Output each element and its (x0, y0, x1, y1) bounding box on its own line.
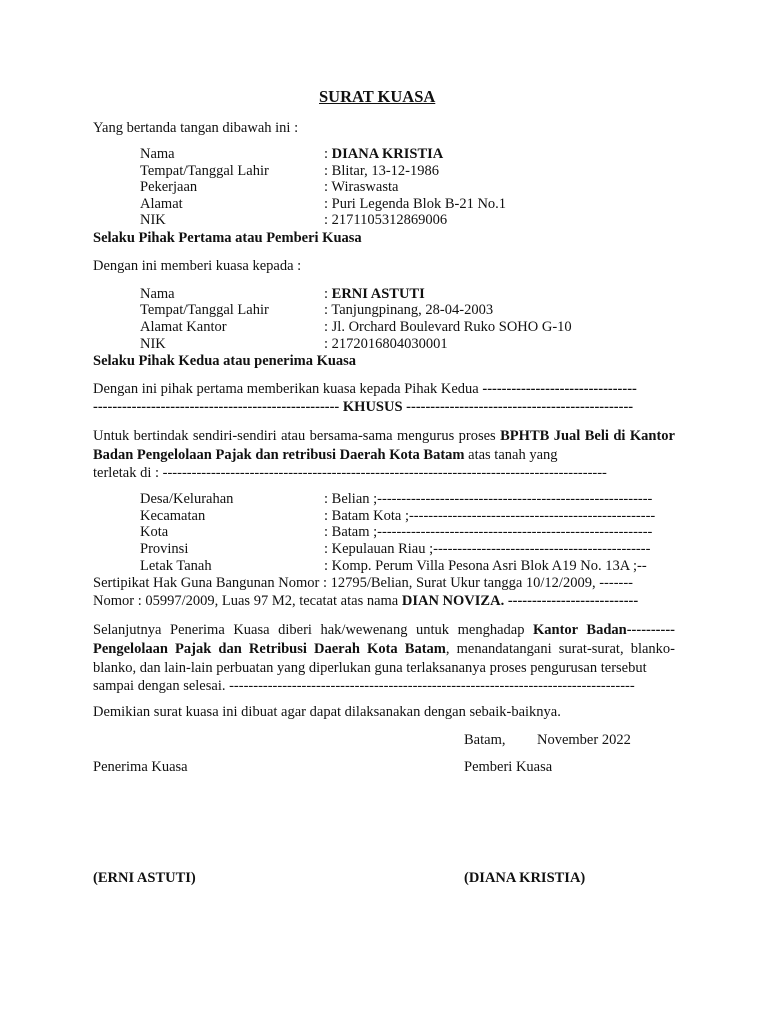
field-label: Nama (140, 146, 175, 162)
name-value: DIANA KRISTIA (331, 146, 444, 162)
field-label: Tempat/Tanggal Lahir (140, 163, 269, 179)
date-text: November 2022 (537, 732, 631, 748)
field-label: Letak Tanah (140, 558, 212, 574)
field-value: : Jl. Orchard Boulevard Ruko SOHO G-10 (324, 319, 572, 335)
sertipikat-line-2: Nomor : 05997/2009, Luas 97 M2, tecatat atas nama DIAN NOVIZA. --------------------------- (93, 593, 639, 609)
field-label: Desa/Kelurahan (140, 491, 234, 507)
field-value: : DIANA KRISTIA (324, 146, 444, 162)
field-label: Provinsi (140, 541, 189, 557)
pemberi-kuasa-name: (DIANA KRISTIA) (464, 870, 586, 886)
field-value: : Batam ;--------------------------------------------------------- (324, 524, 653, 540)
khusus-line-1: Dengan ini pihak pertama memberikan kuasa kepada Pihak Kedua -------------------------------- (93, 381, 637, 397)
field-value: : Tanjungpinang, 28-04-2003 (324, 302, 494, 318)
field-label: NIK (140, 336, 166, 352)
pihak-pertama-role: Selaku Pihak Pertama atau Pemberi Kuasa (93, 230, 362, 246)
field-label: Kota (140, 524, 169, 540)
penerima-kuasa-name: (ERNI ASTUTI) (93, 870, 196, 886)
khusus-line-2: --------------------------------------------------- KHUSUS ----------------------------------------------- (93, 399, 634, 415)
place-text: Batam, (464, 732, 506, 748)
field-value: : 2171105312869006 (324, 212, 448, 228)
field-value: : ERNI ASTUTI (324, 286, 425, 302)
field-label: Alamat Kantor (140, 319, 227, 335)
field-value: : Komp. Perum Villa Pesona Asri Blok A19 No. 13A ;-- (324, 558, 647, 574)
field-label: Pekerjaan (140, 179, 198, 195)
field-value: : 2172016804030001 (324, 336, 448, 352)
field-value: : Puri Legenda Blok B-21 No.1 (324, 196, 507, 212)
memberi-kuasa-text: Dengan ini memberi kuasa kepada : (93, 258, 302, 274)
khusus-word: KHUSUS (339, 399, 407, 415)
pemberi-kuasa-label: Pemberi Kuasa (464, 759, 553, 775)
sertipikat-line-1: Sertipikat Hak Guna Bangunan Nomor : 12795/Belian, Surat Ukur tangga 10/12/2009, ------- (93, 575, 634, 591)
tindak-paragraph: Untuk bertindak sendiri-sendiri atau bersama-sama mengurus proses BPHTB Jual Beli di Kantor Badan Pengelolaan Pajak dan retribusi Daerah Kota Batam atas tanah yang (93, 428, 675, 463)
name-value: ERNI ASTUTI (331, 286, 425, 302)
field-value: : Belian ;--------------------------------------------------------- (324, 491, 653, 507)
pihak-kedua-role: Selaku Pihak Kedua atau penerima Kuasa (93, 353, 357, 369)
demikian-text: Demikian surat kuasa ini dibuat agar dapat dilaksanakan dengan sebaik-baiknya. (93, 704, 561, 720)
field-label: Nama (140, 286, 175, 302)
selanjutnya-last-line: sampai dengan selesai. ------------------------------------------------------------------------------------ (93, 678, 635, 694)
document-title: SURAT KUASA (319, 87, 436, 106)
penerima-kuasa-label: Penerima Kuasa (93, 759, 188, 775)
selanjutnya-paragraph: Selanjutnya Penerima Kuasa diberi hak/wewenang untuk menghadap Kantor Badan---------- Pengelolaan Pajak dan Retribusi Daerah Kota Batam, menandatangani surat-surat, blanko-blanko, dan lain-lain perbuatan yang diperlukan guna terlaksananya proses pengurusan tersebut (93, 622, 675, 676)
field-label: Alamat (140, 196, 183, 212)
field-value: : Batam Kota ;--------------------------------------------------- (324, 508, 656, 524)
field-value: : Blitar, 13-12-1986 (324, 163, 440, 179)
field-value: : Kepulauan Riau ;--------------------------------------------- (324, 541, 651, 557)
field-label: Kecamatan (140, 508, 206, 524)
field-label: NIK (140, 212, 166, 228)
tindak-line-terletak: terletak di : -------------------------------------------------------------------------------------------- (93, 465, 607, 481)
field-label: Tempat/Tanggal Lahir (140, 302, 269, 318)
field-value: : Wiraswasta (324, 179, 399, 195)
intro-text: Yang bertanda tangan dibawah ini : (93, 120, 299, 136)
